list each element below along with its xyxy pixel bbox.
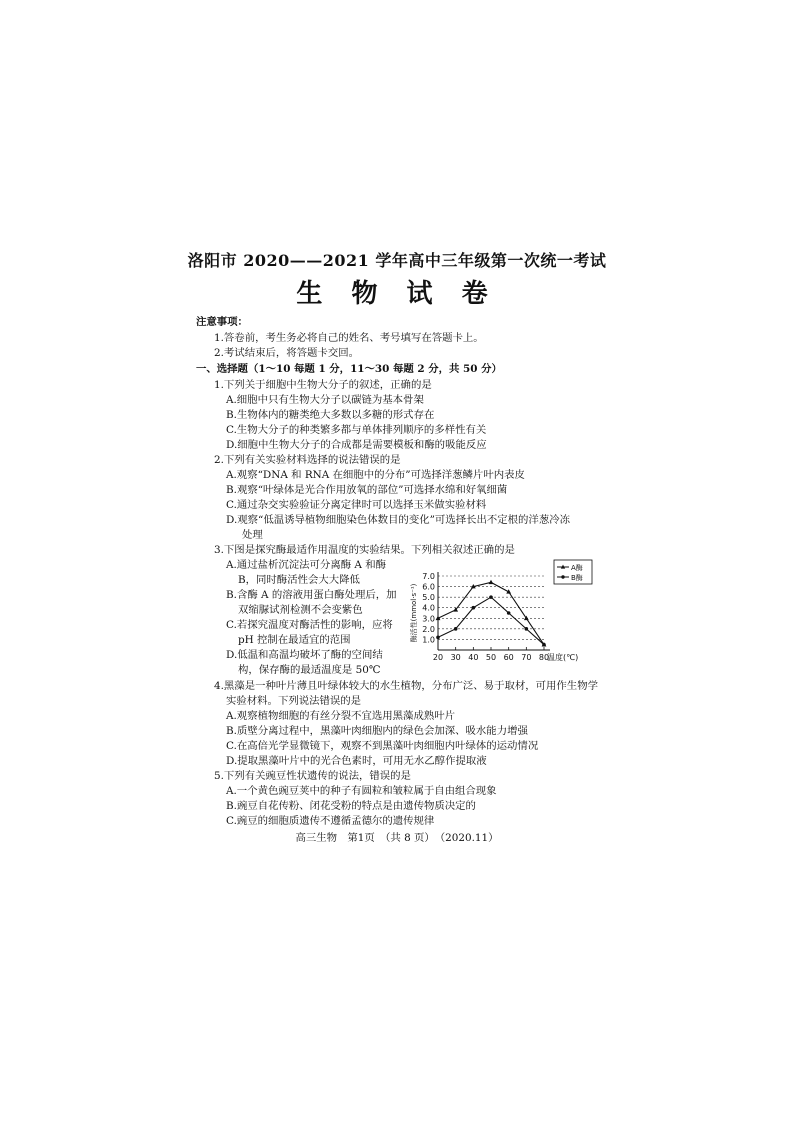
question-option: A.观察植物细胞的有丝分裂不宜选用黑藻成熟叶片 [226,710,456,722]
note-item: 2.考试结束后，将答题卡交回。 [214,347,359,359]
question-option: C.若探究温度对酶活性的影响，应将 [226,619,393,631]
question-stem: 1.下列关于细胞中生物大分子的叙述，正确的是 [214,379,432,391]
question-option: A.通过盐析沉淀法可分离酶 A 和酶 [226,559,386,571]
data-point [489,580,494,584]
x-tick-label: 50 [485,653,497,662]
y-tick-label: 5.0 [422,593,435,603]
question-stem-continued: 实验材料。下列说法错误的是 [226,695,362,707]
question-option: D.观察“低温诱导植物细胞染色体数目的变化”可选择长出不定根的洋葱冷冻 [226,514,570,526]
question-option: A.观察“DNA 和 RNA 在细胞中的分布”可选择洋葱鳞片叶内表皮 [226,469,525,481]
note-item: 1.答卷前，考生务必将自己的姓名、考号填写在答题卡上。 [214,332,484,344]
y-tick-label: 4.0 [422,603,435,613]
data-point [507,611,511,615]
question-option: D.低温和高温均破坏了酶的空间结 [226,649,383,661]
section-heading: 一、选择题（1～10 每题 1 分，11～30 每题 2 分，共 50 分） [196,363,502,375]
series-line [438,582,544,644]
x-axis-label: 温度(℃) [547,653,579,662]
page-footer: 高三生物 第1页 （共 8 页） （2020.11） [295,832,499,844]
question-option-continued: B，同时酶活性会大大降低 [238,574,360,586]
question-stem: 4.黑藻是一种叶片薄且叶绿体较大的水生植物，分布广泛、易于取材，可用作生物学 [214,680,598,692]
y-axis-label: 酶活性(mmol·s⁻¹) [410,583,418,643]
exam-title: 洛阳市 2020——2021 学年高中三年级第一次统一考试 [187,251,607,270]
question-option: C.豌豆的细胞质遗传不遵循孟德尔的遗传规律 [226,815,435,827]
notes-heading: 注意事项： [196,316,248,328]
y-tick-label: 7.0 [422,572,435,581]
x-tick-label: 80 [538,653,550,662]
question-option: B.质壁分离过程中，黑藻叶肉细胞内的绿色会加深、吸水能力增强 [226,725,528,737]
question-option: C.生物大分子的种类繁多都与单体排列顺序的多样性有关 [226,424,487,436]
x-tick-label: 20 [432,653,444,662]
question-option: D.细胞中生物大分子的合成都是需要模板和酶的吸能反应 [226,439,487,451]
question-option-continued: 双缩脲试剂检测不会变紫色 [238,604,363,616]
question-option: B.观察“叶绿体是光合作用放氧的部位”可选择水绵和好氧细菌 [226,484,508,496]
question-option: C.在高倍光学显微镜下，观察不到黑藻叶肉细胞内叶绿体的运动情况 [226,740,539,752]
question-option: A.细胞中只有生物大分子以碳链为基本骨架 [226,394,424,406]
data-point [454,627,458,631]
data-point [542,643,546,647]
question-stem: 3.下图是探究酶最适作用温度的实验结果。下列相关叙述正确的是 [214,544,515,556]
y-tick-label: 3.0 [422,614,435,624]
enzyme-activity-chart [408,556,598,668]
question-stem: 2.下列有关实验材料选择的说法错误的是 [214,454,401,466]
legend-marker [561,575,564,578]
legend-label: A酶 [571,564,583,572]
question-option-continued: 构，保存酶的最适温度是 50℃ [238,664,381,676]
x-tick-label: 30 [450,653,461,662]
question-option: B.含酶 A 的溶液用蛋白酶处理后，加 [226,589,397,601]
y-tick-label: 6.0 [422,582,435,592]
y-tick-label: 1.0 [422,635,435,645]
question-option-continued: 处理 [242,529,263,541]
question-option: B.豌豆自花传粉、闭花受粉的特点是由遗传物质决定的 [226,800,476,812]
x-tick-label: 60 [503,653,514,662]
data-point [525,627,529,631]
question-stem: 5.下列有关豌豆性状遗传的说法，错误的是 [214,770,411,782]
legend-label: B酶 [571,574,583,582]
x-tick-label: 70 [521,653,532,662]
question-option: C.通过杂交实验验证分离定律时可以选择玉米做实验材料 [226,499,487,511]
data-point [489,595,493,599]
y-tick-label: 2.0 [422,624,435,634]
question-option: B.生物体内的糖类绝大多数以多糖的形式存在 [226,409,435,421]
exam-subtitle: 生 物 试 卷 [296,279,498,309]
question-option: A.一个黄色豌豆荚中的种子有圆粒和皱粒属于自由组合现象 [226,785,497,797]
question-option: D.提取黑藻叶片中的光合色素时，可用无水乙醇作提取液 [226,755,487,767]
data-point [436,636,440,640]
data-point [472,606,476,610]
question-option-continued: pH 控制在最适宜的范围 [238,634,351,646]
x-tick-label: 40 [468,653,479,662]
